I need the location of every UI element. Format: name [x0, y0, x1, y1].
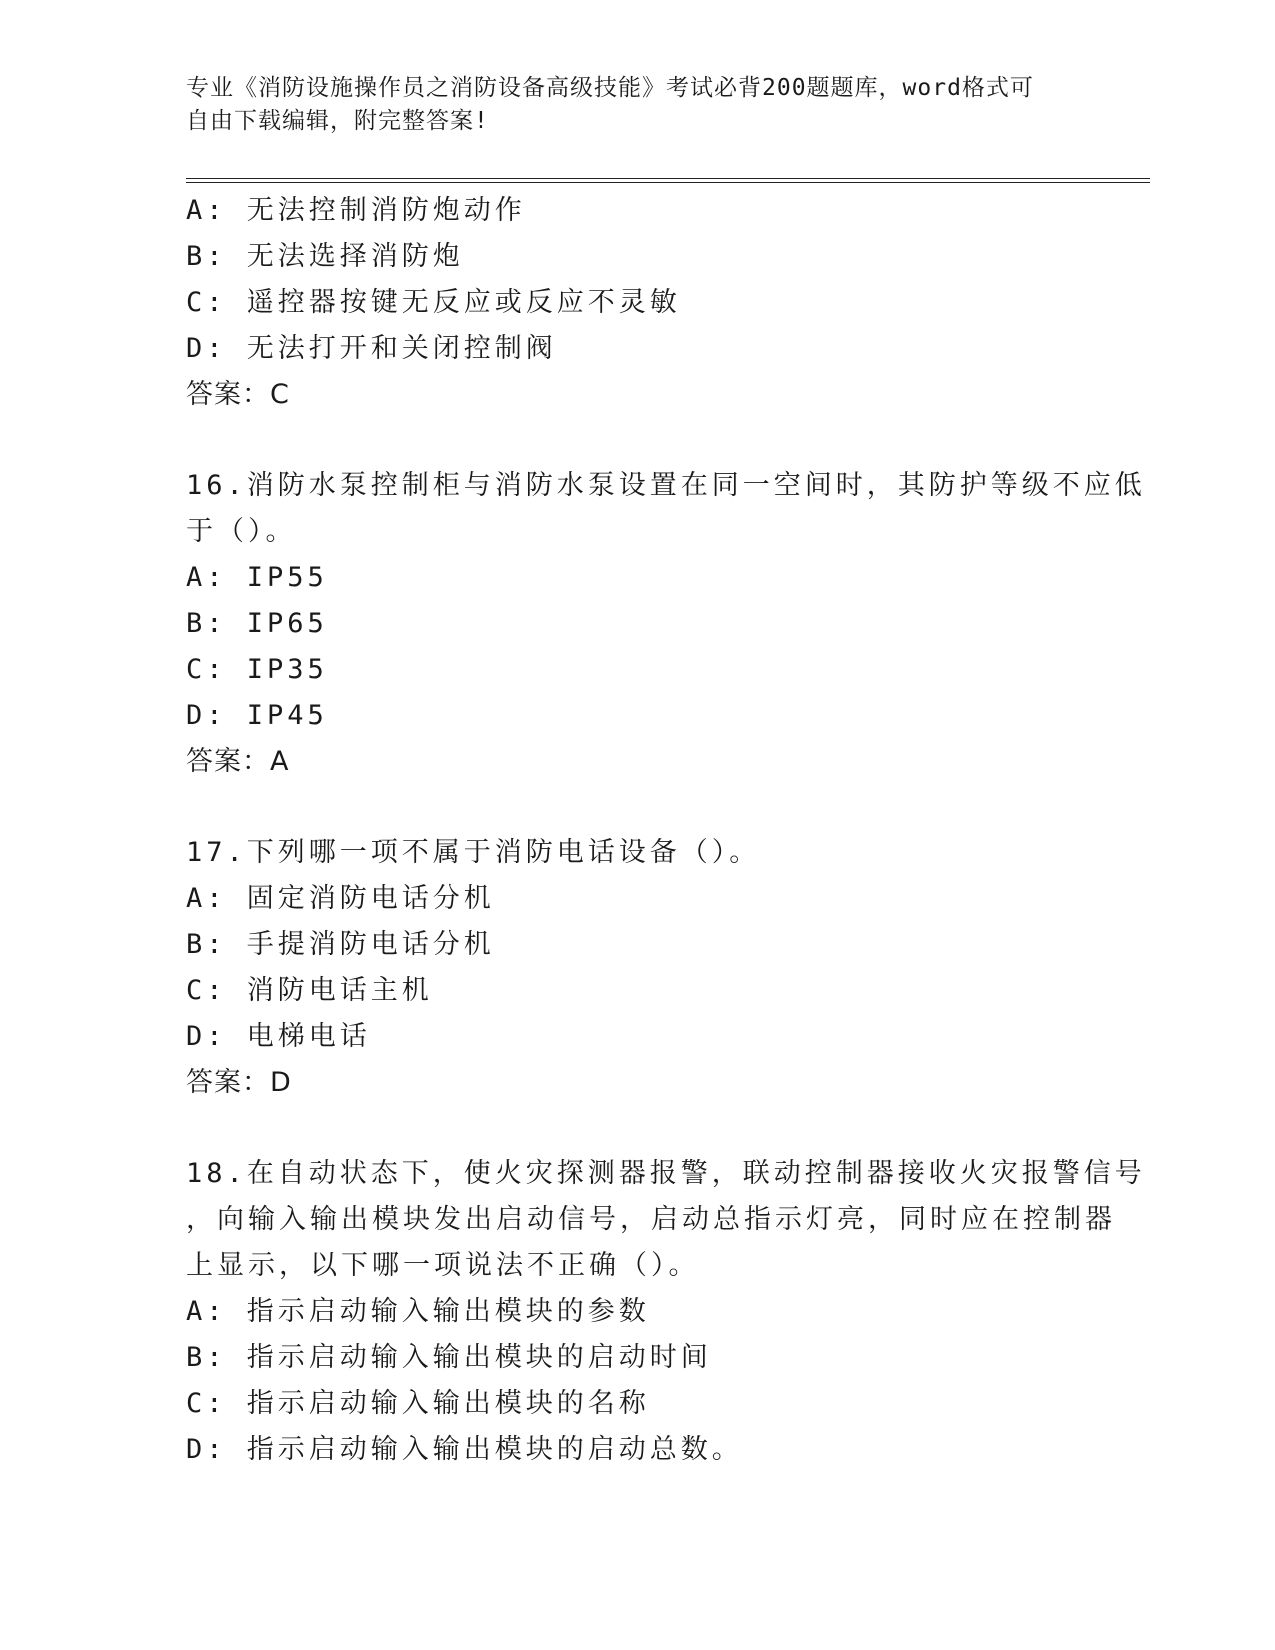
option-b: B: 手提消防电话分机: [186, 929, 495, 960]
answer: 答案：D: [186, 1067, 292, 1098]
question-content: [186, 188, 1146, 1473]
answer: 答案：A: [186, 746, 290, 777]
question-stem-line: 上显示，以下哪一项说法不正确（）。: [186, 1250, 700, 1281]
option-d: D: 指示启动输入输出模块的启动总数。: [186, 1434, 743, 1465]
option-a: A: 无法控制消防炮动作: [186, 195, 526, 226]
option-c: C: 指示启动输入输出模块的名称: [186, 1388, 650, 1419]
option-d: D: 电梯电话: [186, 1021, 371, 1052]
option-b: B: 无法选择消防炮: [186, 241, 464, 272]
option-a: A: 固定消防电话分机: [186, 883, 495, 914]
option-d: D: IP45: [186, 700, 328, 731]
question-15: [186, 188, 1086, 418]
header-divider: [186, 178, 1150, 183]
option-b: B: 指示启动输入输出模块的启动时间: [186, 1342, 712, 1373]
question-16: [186, 463, 1146, 785]
question-stem-line: 16.消防水泵控制柜与消防水泵设置在同一空间时，其防护等级不应低: [186, 470, 1146, 501]
option-c: C: 消防电话主机: [186, 975, 433, 1006]
option-d: D: 无法打开和关闭控制阀: [186, 333, 557, 364]
question-stem-line: 18.在自动状态下，使火灾探测器报警，联动控制器接收火灾报警信号: [186, 1158, 1146, 1189]
question-stem-line: 17.下列哪一项不属于消防电话设备（）。: [186, 837, 761, 868]
option-b: B: IP65: [186, 608, 328, 639]
option-c: C: 遥控器按键无反应或反应不灵敏: [186, 287, 681, 318]
answer: 答案：C: [186, 379, 290, 410]
document-header: [186, 72, 1066, 138]
question-17: [186, 830, 1086, 1106]
option-c: C: IP35: [186, 654, 328, 685]
question-stem-line: ，向输入输出模块发出启动信号，启动总指示灯亮，同时应在控制器: [186, 1204, 1116, 1235]
option-a: A: 指示启动输入输出模块的参数: [186, 1296, 650, 1327]
option-a: A: IP55: [186, 562, 328, 593]
question-18: [186, 1151, 1146, 1473]
question-stem-line: 于（）。: [186, 516, 297, 547]
header-line-2: 自由下载编辑，附完整答案!: [186, 108, 489, 134]
header-line-1: 专业《消防设施操作员之消防设备高级技能》考试必背200题题库，word格式可: [186, 75, 1034, 101]
